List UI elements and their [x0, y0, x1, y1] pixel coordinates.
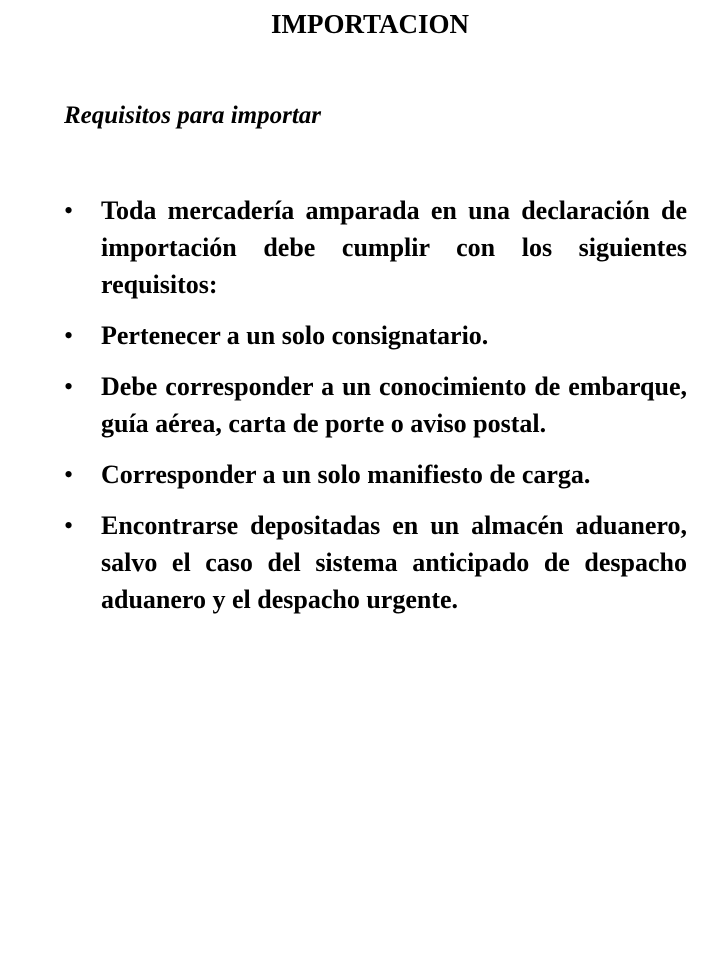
list-item-text: Corresponder a un solo manifiesto de carga.: [101, 460, 591, 489]
bullet-icon: •: [64, 511, 74, 540]
list-item-text: Debe corresponder a un conocimiento de embarque, guía aérea, carta de porte o aviso postal.: [101, 372, 687, 438]
list-item: [64, 368, 687, 442]
bullet-icon: •: [64, 372, 74, 401]
list-item-text: Encontrarse depositadas en un almacén aduanero, salvo el caso del sistema anticipado de despacho aduanero y el despacho urgente.: [101, 511, 687, 614]
list-item-text: Pertenecer a un solo consignatario.: [101, 321, 489, 350]
bullet-icon: •: [64, 460, 74, 489]
list-item: [64, 507, 687, 618]
list-item-text: Toda mercadería amparada en una declaración de importación debe cumplir con los siguientes requisitos:: [101, 196, 687, 299]
page-title: IMPORTACION: [270, 9, 470, 39]
requirements-list: [64, 192, 687, 632]
list-item: [64, 317, 687, 354]
bullet-icon: •: [64, 196, 74, 225]
section-subtitle: Requisitos para importar: [64, 102, 321, 129]
list-item: [64, 192, 687, 303]
bullet-icon: •: [64, 321, 74, 350]
list-item: [64, 456, 687, 493]
